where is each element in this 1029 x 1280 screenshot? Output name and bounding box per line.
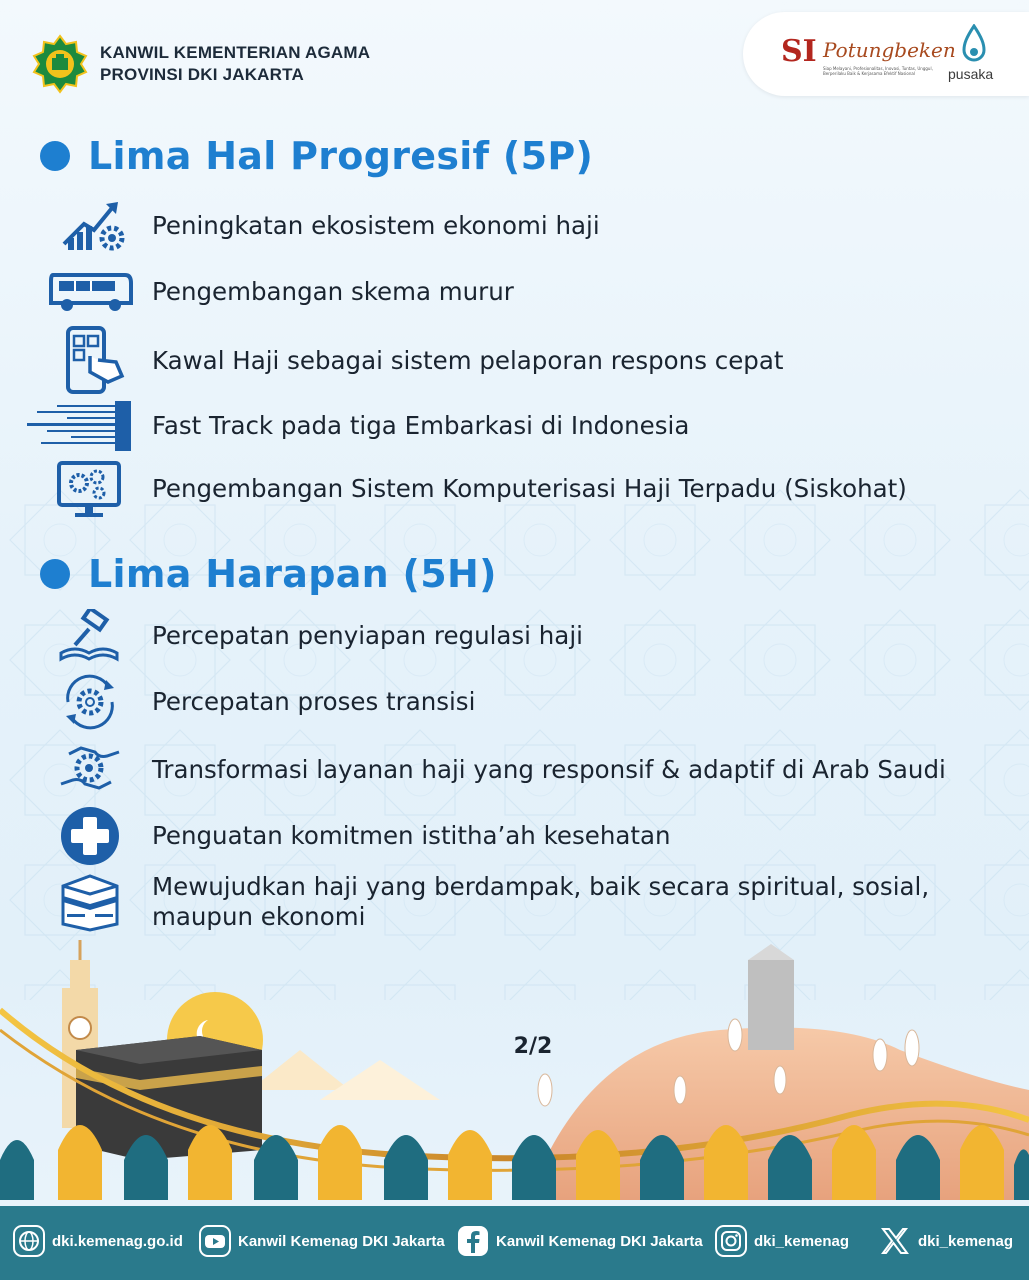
list-item <box>40 606 583 666</box>
bus-icon <box>40 262 140 322</box>
org-line-1: KANWIL KEMENTERIAN AGAMA <box>100 43 371 62</box>
item-text: Transformasi layanan haji yang responsif & adaptif di Arab Saudi <box>152 755 946 784</box>
footer-bar <box>0 1206 1029 1280</box>
list-item <box>40 326 783 396</box>
bullet-dot <box>40 559 70 589</box>
instagram-icon <box>714 1224 748 1258</box>
sip-logo-text: SI <box>781 34 817 69</box>
growth-gear-icon <box>40 196 140 256</box>
hands-gear-icon <box>40 738 140 802</box>
x-label: dki_kemenag <box>918 1232 1014 1250</box>
list-item <box>40 262 514 322</box>
footer-x[interactable] <box>878 1224 1013 1258</box>
list-item <box>40 738 946 802</box>
header <box>30 34 370 94</box>
footer-youtube[interactable] <box>198 1224 445 1258</box>
org-name <box>100 42 370 86</box>
item-text: Pengembangan Sistem Komputerisasi Haji Terpadu (Siskohat) <box>152 474 907 503</box>
list-item <box>40 806 671 866</box>
item-text: Penguatan komitmen istitha’ah kesehatan <box>152 821 671 850</box>
cycle-gear-icon <box>40 672 140 732</box>
speed-lines-icon <box>40 396 140 456</box>
facebook-label: Kanwil Kemenag DKI Jakarta <box>496 1232 703 1250</box>
kemenag-logo <box>30 34 90 94</box>
website-label: dki.kemenag.go.id <box>52 1232 183 1250</box>
x-logo-icon <box>878 1224 912 1258</box>
pusaka-drop-icon <box>961 24 987 66</box>
youtube-icon <box>198 1224 232 1258</box>
computer-gears-icon <box>40 456 140 522</box>
item-text-line-2: maupun ekonomi <box>152 902 366 931</box>
medical-cross-icon <box>40 806 140 866</box>
potungbeken-logo-text: Potungbeken <box>823 38 956 62</box>
item-text: Percepatan proses transisi <box>152 687 476 716</box>
list-item <box>40 396 689 456</box>
instagram-label: dki_kemenag <box>754 1232 850 1250</box>
footer-facebook[interactable] <box>456 1224 703 1258</box>
gavel-book-icon <box>40 606 140 666</box>
kaaba-icon <box>40 872 140 932</box>
item-text: Peningkatan ekosistem ekonomi haji <box>152 211 600 240</box>
section-title-5p <box>40 134 593 178</box>
footer-instagram[interactable] <box>714 1224 849 1258</box>
facebook-icon <box>456 1224 490 1258</box>
list-item <box>40 872 929 932</box>
youtube-label: Kanwil Kemenag DKI Jakarta <box>238 1232 445 1250</box>
page-number: 2/2 <box>513 1034 553 1059</box>
section-title-5h <box>40 552 497 596</box>
list-item <box>40 672 475 732</box>
item-text: Percepatan penyiapan regulasi haji <box>152 621 583 650</box>
item-text: Fast Track pada tiga Embarkasi di Indonesia <box>152 411 690 440</box>
item-text: Pengembangan skema murur <box>152 277 514 306</box>
item-text-line-1: Mewujudkan haji yang berdampak, baik secara spiritual, sosial, <box>152 872 930 901</box>
item-text-multiline <box>152 872 929 932</box>
section-heading: Lima Harapan (5H) <box>88 552 497 596</box>
footer-website[interactable] <box>12 1224 183 1258</box>
smartphone-touch-icon <box>40 326 140 396</box>
hajj-illustration <box>0 940 1029 1200</box>
globe-icon <box>12 1224 46 1258</box>
item-text: Kawal Haji sebagai sistem pelaporan respons cepat <box>152 346 784 375</box>
partner-tagline: Siap Melayani, Profesionalitas, Inovasi, Tuntas, Unggul, Berperilaku Baik & Kerjasama Efektif Nasional <box>823 66 933 76</box>
list-item <box>40 456 907 522</box>
section-heading: Lima Hal Progresif (5P) <box>88 134 594 178</box>
list-item <box>40 196 600 256</box>
org-line-2: PROVINSI DKI JAKARTA <box>100 65 304 84</box>
pusaka-label: pusaka <box>948 66 994 82</box>
partner-logos <box>743 12 1029 96</box>
bullet-dot <box>40 141 70 171</box>
